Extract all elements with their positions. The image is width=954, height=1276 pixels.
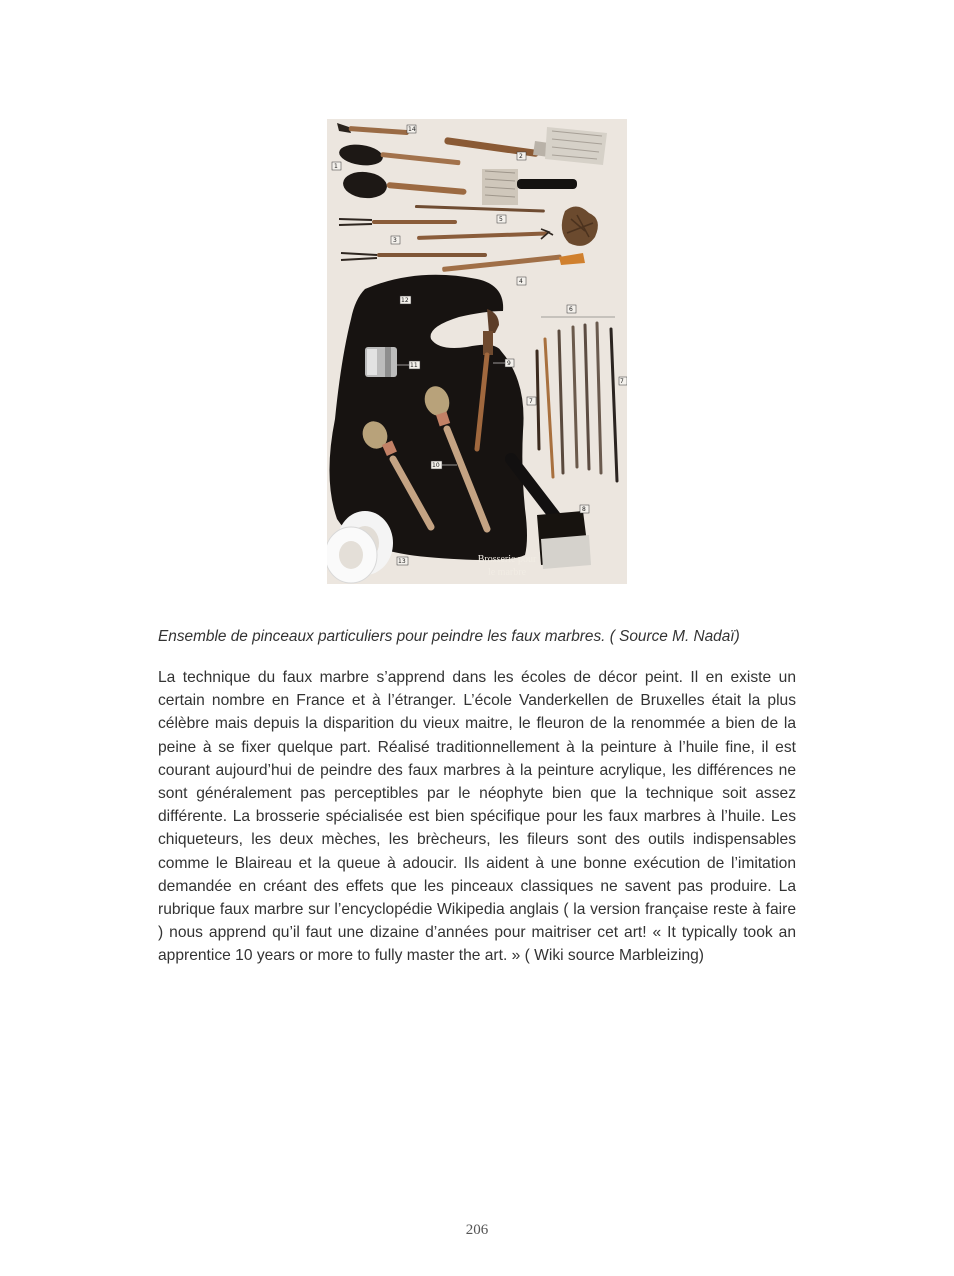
svg-text:5: 5 xyxy=(499,216,503,223)
figure-caption: Ensemble de pinceaux particuliers pour peindre les faux marbres. ( Source M. Nadaï) xyxy=(158,628,740,645)
photo-caption-line-2: le marbre xyxy=(487,567,527,578)
svg-text:8: 8 xyxy=(582,506,586,513)
svg-text:6: 6 xyxy=(569,306,573,313)
svg-text:3: 3 xyxy=(393,237,397,244)
svg-text:14: 14 xyxy=(408,126,416,133)
body-paragraph: La technique du faux marbre s’apprend dans les écoles de décor peint. Il en existe un certain nombre en France et à l’étranger. L’école Vanderkellen de Bruxelles était la plus célèbre mais depuis la disparition du vieux maitre, le fleuron de la renommée a bien de la peine à se fixer quelque part. Réalisé traditionnellement à la peinture à l’huile fine, il est courant aujourd’hui de peindre des faux marbres à la peinture acrylique, les différences ne sont généralement pas perceptibles par le néophyte bien que la technique soit assez différente. La brosserie spécialisée est bien spécifique pour les faux marbres à l’huile. Les chiqueteurs, les deux mèches, les brècheurs, les fileurs sont des outils indispensables comme le Blaireau et la queue à adoucir. Ils aident à une bonne exécution de l’imitation demandée en créant des effets que les pinceaux classiques ne savent pas produire. La rubrique faux marbre sur l’encyclopédie Wikipedia anglais ( la version française reste à faire ) nous apprend qu’il faut une dizaine d’années pour maitriser cet art! « It typically took an apprentice 10 years or more to fully master the art. » ( Wiki source Marbleizing) xyxy=(158,669,796,965)
svg-text:2: 2 xyxy=(519,153,523,160)
photo-caption-line-1: Brosserie pour xyxy=(477,554,537,565)
brushes-photo xyxy=(327,119,627,584)
svg-text:12: 12 xyxy=(401,297,409,304)
svg-text:9: 9 xyxy=(507,360,511,367)
svg-text:13: 13 xyxy=(398,558,406,565)
svg-text:4: 4 xyxy=(519,278,523,285)
brushes-illustration xyxy=(327,119,627,584)
svg-text:11: 11 xyxy=(410,362,418,369)
svg-text:7: 7 xyxy=(620,378,624,385)
svg-text:7: 7 xyxy=(529,398,533,405)
page-number: 206 xyxy=(465,1222,489,1238)
svg-text:10: 10 xyxy=(432,462,440,469)
svg-text:1: 1 xyxy=(334,163,338,170)
